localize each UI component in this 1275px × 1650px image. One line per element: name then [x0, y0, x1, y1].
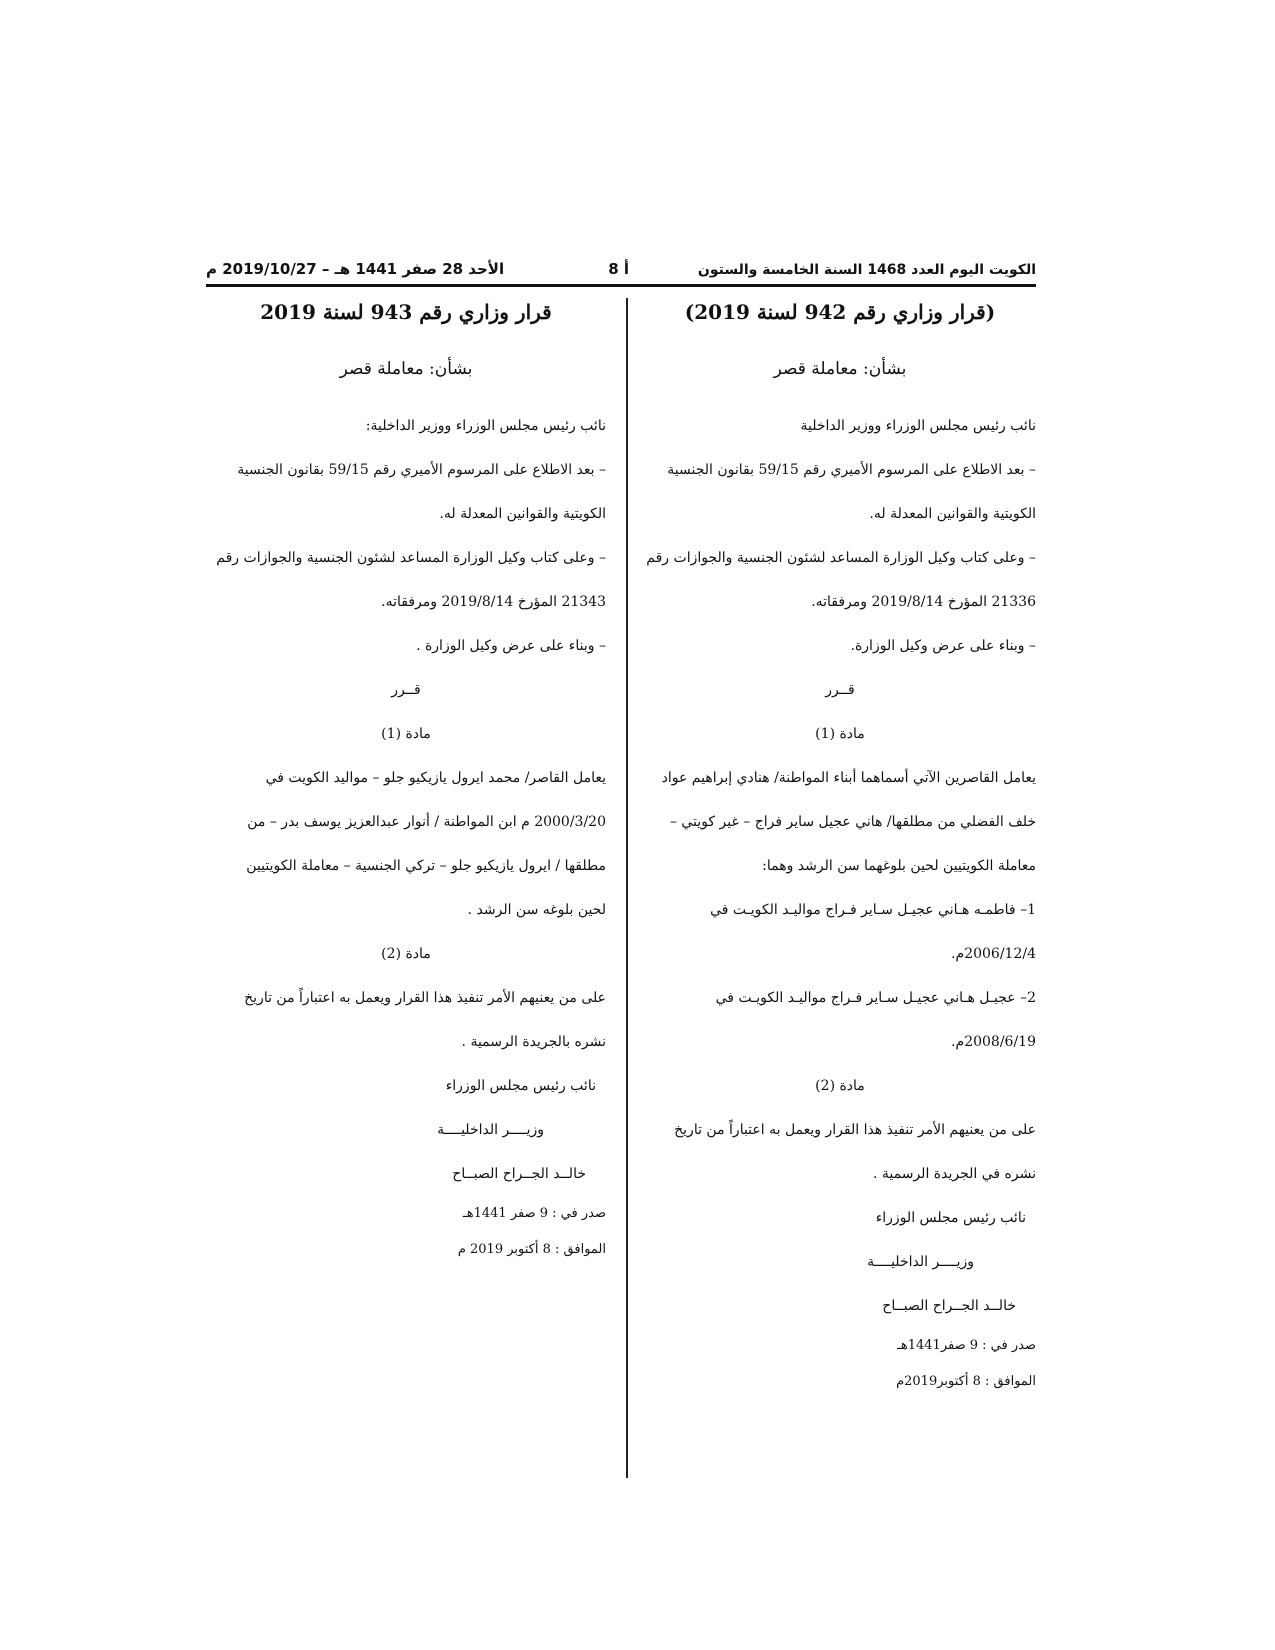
publication-title: الكويت اليوم العدد 1468 السنة الخامسة والستون: [697, 262, 1036, 278]
decree-942-preamble-line: – وبناء على عرض وكيل الوزارة.: [850, 638, 1036, 654]
decree-943-preamble-line: – وعلى كتاب وكيل الوزارة المساعد لشئون الجنسية والجوازات رقم: [216, 550, 606, 566]
decree-942-issued-hijri: صدر في : 9 صفر1441هـ: [897, 1338, 1036, 1353]
decree-943-article2-line: نشره بالجريدة الرسمية .: [461, 1034, 606, 1050]
decree-943-article1-line: يعامل القاصر/ محمد ايرول يازيكيو جلو – مواليد الكويت في: [265, 770, 606, 786]
decree-942-preamble-line: الكويتية والقوانين المعدلة له.: [869, 506, 1036, 522]
decree-942-article1-line: 2008/6/19م.: [951, 1034, 1036, 1050]
decree-943-article1-heading: مادة (1): [381, 726, 431, 742]
decree-942-preamble-line: – وعلى كتاب وكيل الوزارة المساعد لشئون الجنسية والجوازات رقم: [646, 550, 1036, 566]
decree-943-subject: بشأن: معاملة قصر: [339, 359, 473, 379]
decree-943-preamble-line: نائب رئيس مجلس الوزراء ووزير الداخلية:: [365, 418, 606, 434]
decree-943-preamble-line: الكويتية والقوانين المعدلة له.: [439, 506, 606, 522]
decree-943-signature-name: خالــد الجــراح الصبــاح: [452, 1166, 586, 1182]
decree-942-article1-line: خلف الفضلي من مطلقها/ هاني عجيل ساير فراج – غير كويتي –: [669, 814, 1036, 830]
header-rule: [206, 284, 1036, 287]
decree-943-preamble-line: – بعد الاطلاع على المرسوم الأميري رقم 59/15 بقانون الجنسية: [237, 462, 606, 478]
decree-942-article1-line: معاملة الكويتيين لحين بلوغهما سن الرشد وهما:: [762, 858, 1036, 874]
decree-943-title: قرار وزاري رقم 943 لسنة 2019: [260, 300, 552, 324]
decree-942-article2-line: على من يعنيهم الأمر تنفيذ هذا القرار ويعمل به اعتباراً من تاريخ: [674, 1122, 1036, 1138]
decree-942-column: [644, 296, 1036, 1400]
decree-943-article1-line: 2000/3/20 م ابن المواطنة / أنوار عبدالعزيز يوسف بدر – من: [247, 814, 606, 830]
decree-942-preamble-line: – بعد الاطلاع على المرسوم الأميري رقم 59/15 بقانون الجنسية: [667, 462, 1036, 478]
decree-942-article1-line: 2– عجيـل هـاني عجيـل سـاير فـراج مواليـد الكويـت في: [715, 990, 1036, 1006]
column-divider: [626, 298, 628, 1478]
decree-942-preamble-line: 21336 المؤرخ 2019/8/14 ومرفقاته.: [811, 594, 1036, 610]
decree-943-article2-line: على من يعنيهم الأمر تنفيذ هذا القرار ويعمل به اعتباراً من تاريخ: [244, 990, 606, 1006]
decree-943-article2-heading: مادة (2): [381, 946, 431, 962]
decree-943-signature-ministry: وزيــــر الداخليــــة: [437, 1122, 544, 1138]
page-number: أ 8: [608, 260, 629, 278]
decree-943-signature-title: نائب رئيس مجلس الوزراء: [445, 1078, 596, 1094]
decree-942-preamble-line: نائب رئيس مجلس الوزراء ووزير الداخلية: [800, 418, 1036, 434]
decree-942-decision-heading: قــرر: [825, 682, 855, 698]
decree-943-article1-line: مطلقها / ايرول يازيكيو جلو – تركي الجنسية – معاملة الكويتيين: [246, 858, 606, 874]
decree-943-issued-gregorian: الموافق : 8 أكتوبر 2019 م: [457, 1242, 606, 1257]
decree-942-issued-gregorian: الموافق : 8 أكتوبر2019م: [896, 1374, 1036, 1389]
decree-943-decision-heading: قــرر: [391, 682, 421, 698]
decree-943-issued-hijri: صدر في : 9 صفر 1441هـ: [462, 1206, 606, 1221]
decree-943-article1-line: لحين بلوغه سن الرشد .: [467, 902, 606, 918]
decree-942-article2-heading: مادة (2): [815, 1078, 865, 1094]
decree-942-signature-name: خالــد الجــراح الصبــاح: [882, 1298, 1016, 1314]
page-header: [206, 258, 1036, 284]
decree-942-subject: بشأن: معاملة قصر: [773, 359, 907, 379]
decree-942-article1-line: يعامل القاصرين الآتي أسماهما أبناء المواطنة/ هنادي إبراهيم عواد: [661, 770, 1036, 786]
decree-942-article1-heading: مادة (1): [815, 726, 865, 742]
decree-943-column: [206, 296, 606, 1268]
decree-942-article1-line: 2006/12/4م.: [951, 946, 1036, 962]
decree-943-preamble-line: – وبناء على عرض وكيل الوزارة .: [416, 638, 606, 654]
decree-942-title: (قرار وزاري رقم 942 لسنة 2019): [684, 300, 996, 324]
decree-943-preamble-line: 21343 المؤرخ 2019/8/14 ومرفقاته.: [381, 594, 606, 610]
decree-942-signature-ministry: وزيــــر الداخليــــة: [867, 1254, 974, 1270]
decree-942-article2-line: نشره في الجريدة الرسمية .: [873, 1166, 1036, 1182]
decree-942-signature-title: نائب رئيس مجلس الوزراء: [875, 1210, 1026, 1226]
issue-date: الأحد 28 صفر 1441 هـ – 2019/10/27 م: [206, 260, 505, 278]
decree-942-article1-line: 1– فاطمـه هـاني عجيـل سـاير فـراج مواليـد الكويـت في: [710, 902, 1036, 918]
